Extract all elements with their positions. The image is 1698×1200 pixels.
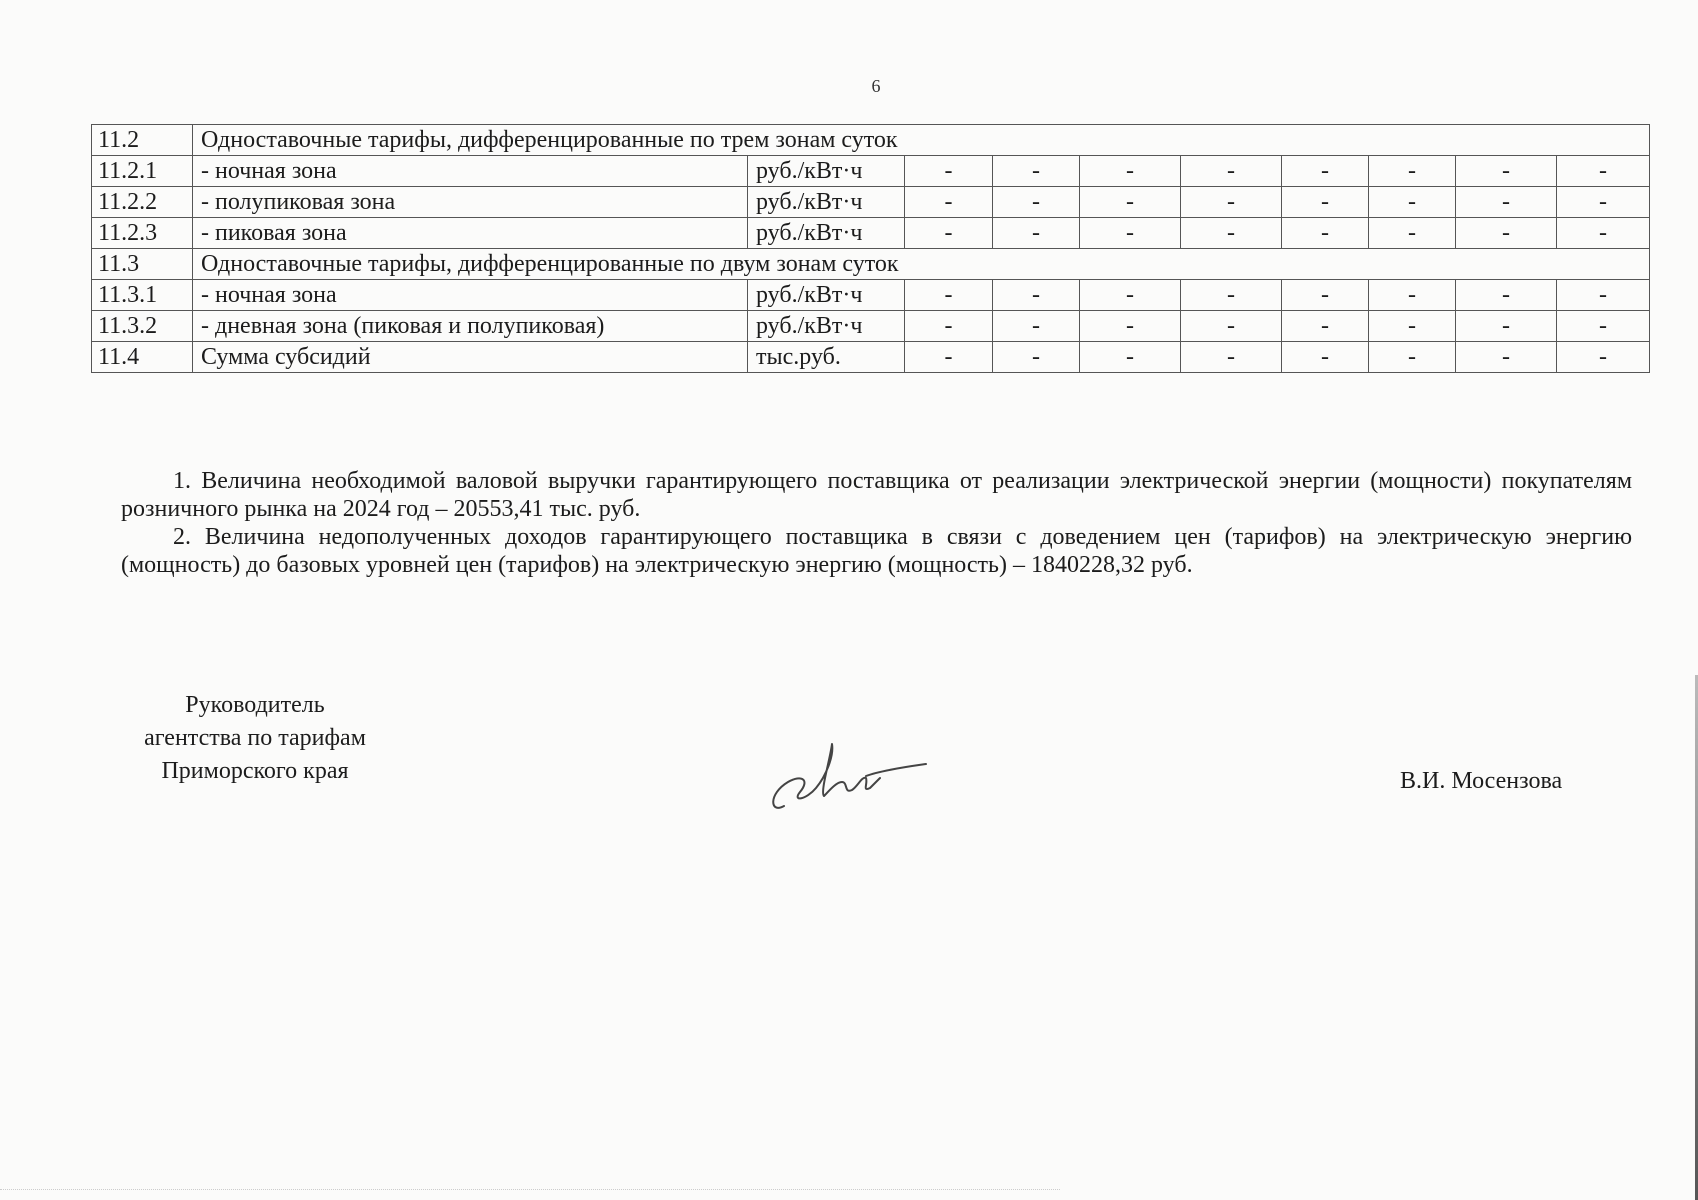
table-row <box>92 342 1650 373</box>
value-cell: - <box>1080 280 1181 311</box>
value-cell: - <box>1080 342 1181 373</box>
row-label-cell: - пиковая зона <box>193 218 748 249</box>
value-cell: - <box>1080 156 1181 187</box>
value-cell: - <box>1369 187 1456 218</box>
page-number: 6 <box>871 76 881 96</box>
row-number-cell: 11.3.2 <box>92 311 193 342</box>
row-number-cell: 11.2.2 <box>92 187 193 218</box>
value-cell: - <box>1456 342 1557 373</box>
value-cell: - <box>1282 342 1369 373</box>
note-2: 2. Величина недополученных доходов гарантирующего поставщика в связи с доведением цен (тарифов) на электрическую энергию (мощность) до базовых уровней цен (тарифов) на электрическую энергию (мощность) – 1840228,32 руб. <box>121 524 1632 578</box>
tariff-table-body <box>92 125 1650 373</box>
signer-title-line: агентства по тарифам <box>144 725 366 751</box>
value-cell: - <box>1557 218 1650 249</box>
tariff-table <box>91 124 1650 373</box>
value-cell: - <box>993 218 1080 249</box>
row-number-cell: 11.4 <box>92 342 193 373</box>
value-cell: - <box>1181 342 1282 373</box>
value-cell: - <box>905 311 993 342</box>
table-row <box>92 156 1650 187</box>
value-cell: - <box>1282 187 1369 218</box>
table-row <box>92 280 1650 311</box>
unit-cell: тыс.руб. <box>748 342 905 373</box>
table-row <box>92 218 1650 249</box>
value-cell: - <box>1181 187 1282 218</box>
table-row <box>92 249 1650 280</box>
unit-cell: руб./кВт·ч <box>748 311 905 342</box>
unit-cell: руб./кВт·ч <box>748 156 905 187</box>
value-cell: - <box>1080 218 1181 249</box>
row-label-cell: - дневная зона (пиковая и полупиковая) <box>193 311 748 342</box>
section-title-cell: Одноставочные тарифы, дифференцированные по трем зонам суток <box>193 125 1650 156</box>
value-cell: - <box>993 342 1080 373</box>
value-cell: - <box>993 280 1080 311</box>
value-cell: - <box>1282 280 1369 311</box>
value-cell: - <box>1557 342 1650 373</box>
value-cell: - <box>1181 218 1282 249</box>
value-cell: - <box>1369 311 1456 342</box>
value-cell: - <box>1456 311 1557 342</box>
table-row <box>92 311 1650 342</box>
value-cell: - <box>1282 156 1369 187</box>
row-label-cell: - ночная зона <box>193 156 748 187</box>
value-cell: - <box>1181 280 1282 311</box>
value-cell: - <box>1369 156 1456 187</box>
value-cell: - <box>1557 280 1650 311</box>
value-cell: - <box>1456 218 1557 249</box>
value-cell: - <box>1369 342 1456 373</box>
value-cell: - <box>905 187 993 218</box>
value-cell: - <box>1456 280 1557 311</box>
row-label-cell: - ночная зона <box>193 280 748 311</box>
row-label-cell: - полупиковая зона <box>193 187 748 218</box>
signer-title-line: Приморского края <box>161 758 349 784</box>
value-cell: - <box>1080 311 1181 342</box>
value-cell: - <box>905 280 993 311</box>
value-cell: - <box>993 311 1080 342</box>
value-cell: - <box>1181 156 1282 187</box>
row-label-cell: Сумма субсидий <box>193 342 748 373</box>
unit-cell: руб./кВт·ч <box>748 218 905 249</box>
value-cell: - <box>1557 311 1650 342</box>
section-title-cell: Одноставочные тарифы, дифференцированные по двум зонам суток <box>193 249 1650 280</box>
table-row <box>92 125 1650 156</box>
value-cell: - <box>1557 156 1650 187</box>
value-cell: - <box>1282 311 1369 342</box>
value-cell: - <box>905 342 993 373</box>
value-cell: - <box>905 218 993 249</box>
note-1: 1. Величина необходимой валовой выручки гарантирующего поставщика от реализации электрической энергии (мощности) покупателям розничного рынка на 2024 год – 20553,41 тыс. руб. <box>121 468 1632 522</box>
row-number-cell: 11.3.1 <box>92 280 193 311</box>
value-cell: - <box>1181 311 1282 342</box>
unit-cell: руб./кВт·ч <box>748 280 905 311</box>
row-number-cell: 11.2 <box>92 125 193 156</box>
row-number-cell: 11.2.3 <box>92 218 193 249</box>
handwritten-signature <box>762 736 932 816</box>
unit-cell: руб./кВт·ч <box>748 187 905 218</box>
notes <box>121 467 1632 579</box>
value-cell: - <box>1282 218 1369 249</box>
row-number-cell: 11.2.1 <box>92 156 193 187</box>
signer-name: В.И. Мосензова <box>1400 768 1563 794</box>
value-cell: - <box>993 187 1080 218</box>
value-cell: - <box>905 156 993 187</box>
table-row <box>92 187 1650 218</box>
row-number-cell: 11.3 <box>92 249 193 280</box>
value-cell: - <box>1456 156 1557 187</box>
scan-artifact-line <box>0 1189 1060 1192</box>
value-cell: - <box>1557 187 1650 218</box>
value-cell: - <box>1369 218 1456 249</box>
signer-title <box>110 689 400 788</box>
signer-title-line: Руководитель <box>185 692 325 718</box>
value-cell: - <box>1080 187 1181 218</box>
value-cell: - <box>1369 280 1456 311</box>
value-cell: - <box>993 156 1080 187</box>
value-cell: - <box>1456 187 1557 218</box>
